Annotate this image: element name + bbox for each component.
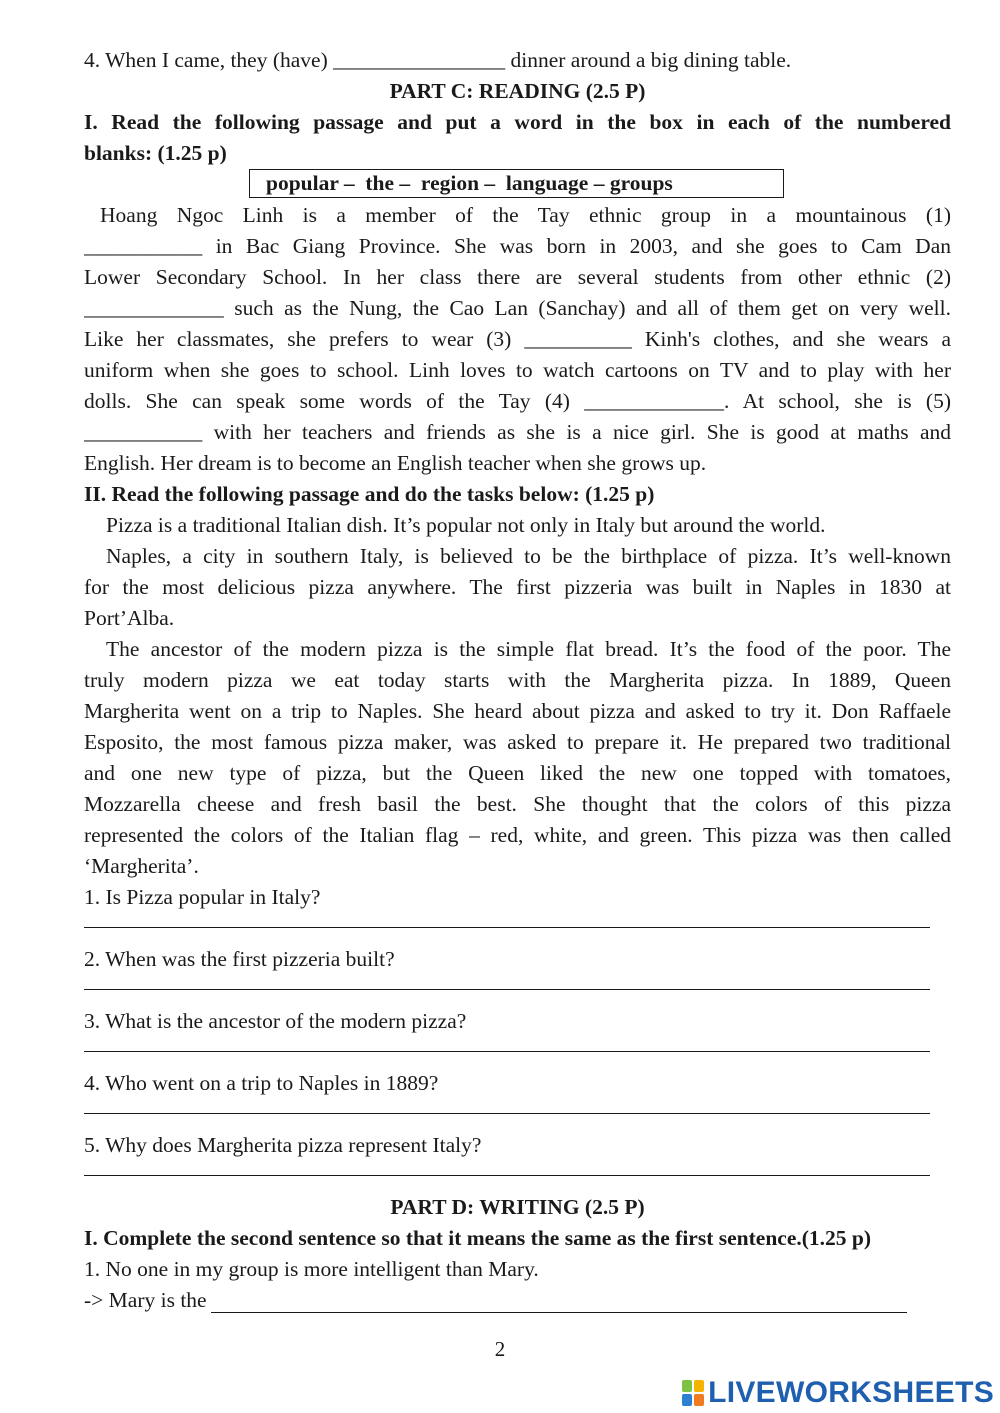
- passage-2-line: Naples, a city in southern Italy, is believed to be the birthplace of pizza. It’s well-known: [106, 544, 951, 568]
- part-d-answer-line[interactable]: [211, 1290, 907, 1313]
- part-d-answer-prompt: -> Mary is the: [84, 1288, 207, 1312]
- liveworksheets-icon: [682, 1380, 704, 1406]
- part-c-title: PART C: READING (2.5 P): [389, 79, 646, 103]
- passage-1-line: ___________ with her teachers and friends as she is a nice girl. She is good at maths and: [84, 420, 951, 444]
- passage-2-line: represented the colors of the Italian flag – red, white, and green. This pizza was then called: [84, 823, 951, 847]
- passage-2-line: ‘Margherita’.: [84, 854, 199, 878]
- answer-line-5[interactable]: [84, 1161, 951, 1192]
- passage-1-line: dolls. She can speak some words of the Tay (4) _____________. At school, she is (5): [84, 389, 951, 413]
- section-1-heading-line-2: blanks: (1.25 p): [84, 141, 227, 165]
- part-d-title: PART D: WRITING (2.5 P): [390, 1195, 645, 1219]
- part-d-answer-row: [84, 1285, 951, 1316]
- passage-1-line: Lower Secondary School. In her class there are several students from other ethnic (2): [84, 265, 951, 289]
- question-2: 2. When was the first pizzeria built?: [84, 947, 395, 971]
- passage-2-line: The ancestor of the modern pizza is the simple flat bread. It’s the food of the poor. The: [106, 637, 951, 661]
- section-2-heading: II. Read the following passage and do the tasks below: (1.25 p): [84, 482, 655, 506]
- passage-2-line: truly modern pizza we eat today starts with the Margherita pizza. In 1889, Queen: [84, 668, 951, 692]
- answer-line-4[interactable]: [84, 1099, 951, 1130]
- part-d-question-1: 1. No one in my group is more intelligent than Mary.: [84, 1257, 539, 1281]
- answer-line-1[interactable]: [84, 913, 951, 944]
- worksheet-page: [84, 45, 951, 1316]
- passage-1-line: uniform when she goes to school. Linh loves to watch cartoons on TV and to play with her: [84, 358, 951, 382]
- answer-line-3[interactable]: [84, 1037, 951, 1068]
- question-4-have: 4. When I came, they (have) ________________ dinner around a big dining table.: [84, 48, 792, 72]
- page-number: 2: [494, 1337, 506, 1361]
- passage-2-line: Mozzarella cheese and fresh basil the best. She thought that the colors of this pizza: [84, 792, 951, 816]
- answer-line-2[interactable]: [84, 975, 951, 1006]
- passage-2-line: for the most delicious pizza anywhere. The first pizzeria was built in Naples in 1830 at: [84, 575, 951, 599]
- question-4: 4. Who went on a trip to Naples in 1889?: [84, 1071, 439, 1095]
- brand-name: LIVEWORKSHEETS: [708, 1376, 994, 1409]
- passage-1-line: English. Her dream is to become an English teacher when she grows up.: [84, 451, 707, 475]
- passage-2: [84, 510, 951, 882]
- word-box: popular – the – region – language – groups: [249, 169, 784, 198]
- question-3: 3. What is the ancestor of the modern pizza?: [84, 1009, 467, 1033]
- passage-1-line: _____________ such as the Nung, the Cao Lan (Sanchay) and all of them get on very well.: [84, 296, 951, 320]
- word-box-row: [84, 169, 951, 200]
- question-1: 1. Is Pizza popular in Italy?: [84, 885, 321, 909]
- comprehension-questions: [84, 882, 951, 1192]
- passage-2-line: Pizza is a traditional Italian dish. It’s popular not only in Italy but around the world.: [106, 513, 826, 537]
- passage-2-line: Margherita went on a trip to Naples. She heard about pizza and asked to try it. Don Raffaele: [84, 699, 951, 723]
- passage-1-line: Hoang Ngoc Linh is a member of the Tay ethnic group in a mountainous (1): [100, 203, 951, 227]
- question-5: 5. Why does Margherita pizza represent Italy?: [84, 1133, 482, 1157]
- liveworksheets-logo: [682, 1376, 994, 1410]
- passage-1-line: Like her classmates, she prefers to wear (3) __________ Kinh's clothes, and she wears a: [84, 327, 951, 351]
- section-1-heading-line-1: I. Read the following passage and put a word in the box in each of the numbered: [84, 110, 951, 134]
- passage-2-line: Port’Alba.: [84, 606, 175, 630]
- part-d-section-1-heading: I. Complete the second sentence so that it means the same as the first sentence.(1.25 p): [84, 1226, 872, 1250]
- passage-1-line: ___________ in Bac Giang Province. She was born in 2003, and she goes to Cam Dan: [84, 234, 951, 258]
- passage-2-line: Esposito, the most famous pizza maker, was asked to prepare it. He prepared two traditional: [84, 730, 951, 754]
- passage-1: [84, 200, 951, 479]
- passage-2-line: and one new type of pizza, but the Queen liked the new one topped with tomatoes,: [84, 761, 951, 785]
